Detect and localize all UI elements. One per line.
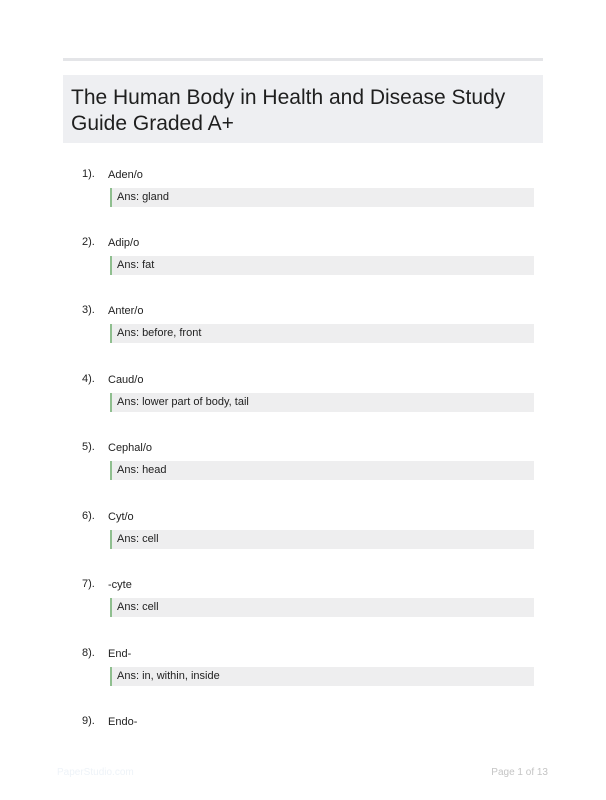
question-number: 2).	[82, 236, 95, 248]
question-number: 6).	[82, 510, 95, 522]
answer-box: Ans: head	[110, 461, 534, 480]
page-number: Page 1 of 13	[491, 767, 548, 778]
question-term: Aden/o	[108, 169, 143, 181]
answer-box: Ans: cell	[110, 530, 534, 549]
question-number: 5).	[82, 441, 95, 453]
answer-box: Ans: gland	[110, 188, 534, 207]
question-term: Anter/o	[108, 305, 144, 317]
question-term: Endo-	[108, 716, 138, 728]
footer-watermark: PaperStudio.com	[57, 767, 134, 778]
answer-box: Ans: cell	[110, 598, 534, 617]
question-term: Caud/o	[108, 374, 144, 386]
document-title: The Human Body in Health and Disease Study Guide Graded A+	[71, 86, 506, 135]
answer-box: Ans: lower part of body, tail	[110, 393, 534, 412]
qa-item	[0, 372, 606, 440]
qa-item	[0, 577, 606, 645]
qa-item	[0, 440, 606, 508]
question-number: 7).	[82, 578, 95, 590]
qa-item	[0, 303, 606, 371]
question-term: Cyt/o	[108, 511, 134, 523]
question-number: 9).	[82, 715, 95, 727]
question-number: 8).	[82, 647, 95, 659]
qa-item	[0, 235, 606, 303]
question-term: End-	[108, 648, 132, 660]
answer-box: Ans: in, within, inside	[110, 667, 534, 686]
qa-item	[0, 167, 606, 235]
question-term: Cephal/o	[108, 442, 153, 454]
question-term: Adip/o	[108, 237, 140, 249]
answer-box: Ans: before, front	[110, 324, 534, 343]
answer-box: Ans: fat	[110, 256, 534, 275]
question-number: 4).	[82, 373, 95, 385]
qa-item	[0, 509, 606, 577]
question-number: 3).	[82, 304, 95, 316]
question-number: 1).	[82, 168, 95, 180]
qa-item	[0, 646, 606, 714]
question-term: -cyte	[108, 579, 132, 591]
